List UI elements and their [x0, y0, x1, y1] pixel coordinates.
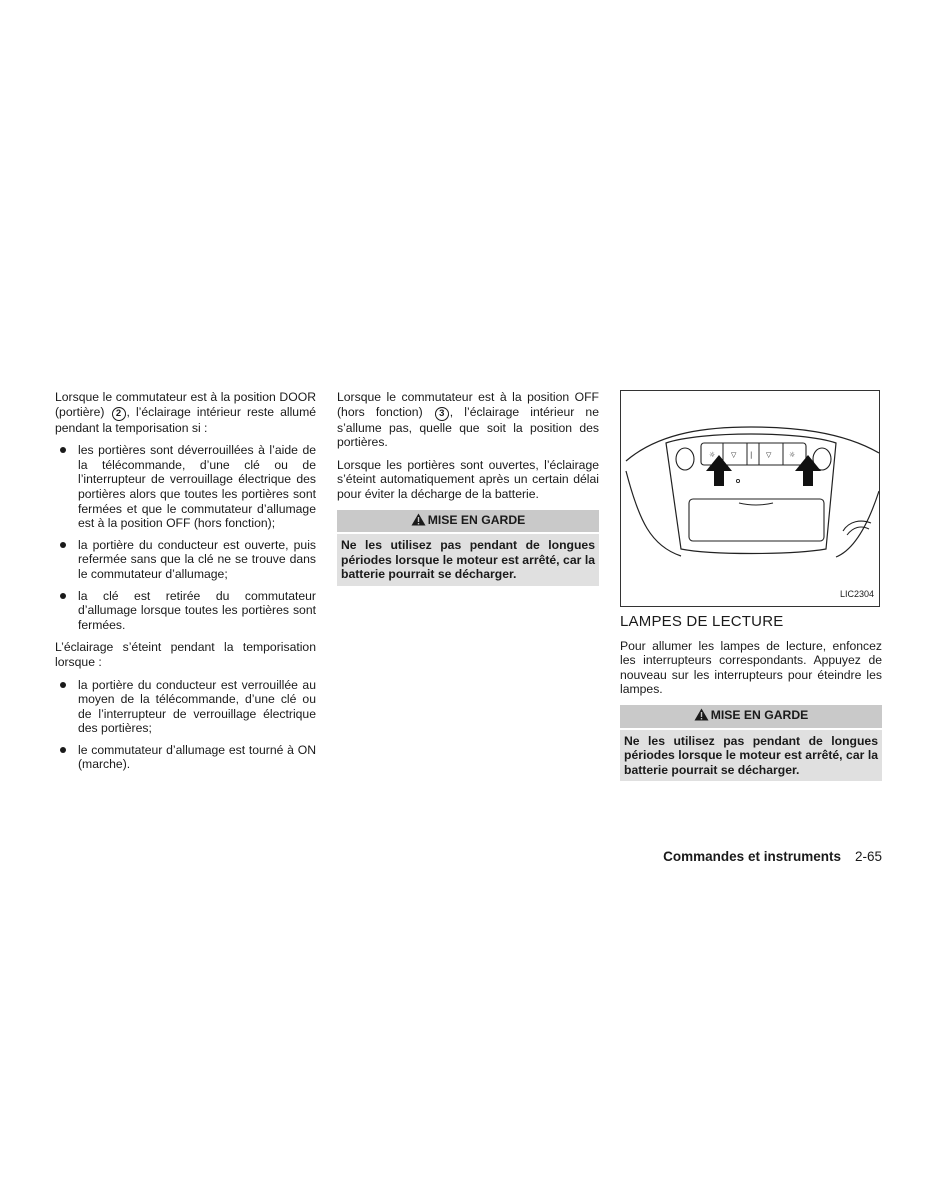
page-footer	[663, 849, 882, 864]
column-middle	[337, 390, 599, 586]
paragraph-door-position	[55, 390, 316, 435]
reading-lamp-illustration	[620, 390, 880, 607]
paragraph-off-position	[337, 390, 599, 450]
list-item-text: les portières sont déverrouillées à l’aide de la télécommande, d’une clé ou de l’interrupteur de verrouillage électrique des portières alors que toutes les portières sont fermées et que le commutateur d’allumage est à la position OFF (hors fonction);	[78, 443, 316, 531]
warning-triangle-icon	[694, 708, 709, 725]
overhead-console-drawing	[621, 391, 879, 606]
list-item	[55, 443, 316, 531]
warning-header	[620, 705, 882, 728]
figure-code: LIC2304	[839, 589, 874, 600]
svg-text:▽: ▽	[731, 451, 737, 459]
list-item-text: le commutateur d’allumage est tourné à ON (marche).	[78, 742, 316, 772]
svg-text:▽: ▽	[766, 451, 772, 459]
bullet-icon	[60, 447, 66, 453]
list-item	[55, 538, 316, 582]
section-title: LAMPES DE LECTURE	[620, 613, 784, 630]
paragraph-turns-off: L’éclairage s’éteint pendant la temporisation lorsque :	[55, 640, 316, 669]
list-item-text: la clé est retirée du commutateur d’allumage lorsque toutes les portières sont fermées.	[78, 588, 316, 632]
bullet-icon	[60, 542, 66, 548]
warning-triangle-icon	[411, 513, 426, 530]
list-item-text: la portière du conducteur est ouverte, puis refermée sans que la clé ne se trouve dans le commutateur d’allumage;	[78, 537, 316, 581]
circled-number-2: 2	[112, 407, 126, 421]
column-left	[55, 390, 316, 780]
circled-number-3: 3	[435, 407, 449, 421]
svg-text:☼: ☼	[709, 451, 716, 459]
footer-section-name: Commandes et instruments	[663, 849, 841, 864]
bullet-list-turns-off	[55, 678, 316, 773]
list-item-text: la portière du conducteur est verrouillée au moyen de la télécommande, d’une clé ou de l’interrupteur de verrouillage électrique des portières;	[78, 677, 316, 736]
paragraph-reading-lamps: Pour allumer les lampes de lecture, enfoncez les interrupteurs correspondants. Appuyez de nouveau sur les interrupteurs pour éteindre les lampes.	[620, 638, 882, 697]
list-item	[55, 743, 316, 772]
paragraph-auto-off: Lorsque les portières sont ouvertes, l’éclairage s’éteint automatiquement après un certain délai pour éviter la décharge de la batterie.	[337, 457, 599, 501]
paragraph-text: Lorsque le commutateur est à la position OFF (hors fonction)	[337, 390, 599, 419]
list-item	[55, 589, 316, 633]
bullet-icon	[60, 593, 66, 599]
paragraph-text: Lorsque le commutateur est à la position DOOR (portière)	[55, 390, 316, 419]
warning-text: Ne les utilisez pas pendant de longues périodes lorsque le moteur est arrêté, car la batterie pourrait se décharger.	[620, 730, 882, 782]
bullet-icon	[60, 747, 66, 753]
column-right	[620, 390, 882, 781]
warning-title: MISE EN GARDE	[710, 707, 809, 722]
warning-title: MISE EN GARDE	[427, 512, 526, 527]
paragraph-text: , l’éclairage intérieur ne s’allume pas, quelle que soit la position des portières.	[337, 404, 599, 450]
paragraph-text: , l’éclairage intérieur reste allumé pendant la temporisation si :	[55, 404, 316, 435]
list-item	[55, 678, 316, 736]
bullet-icon	[60, 682, 66, 688]
warning-box	[337, 510, 599, 586]
svg-text:☼: ☼	[789, 451, 796, 459]
bullet-list-stays-on	[55, 443, 316, 632]
warning-header	[337, 510, 599, 533]
warning-box	[620, 705, 882, 781]
svg-text:|: |	[750, 451, 753, 459]
warning-text: Ne les utilisez pas pendant de longues périodes lorsque le moteur est arrêté, car la batterie pourrait se décharger.	[337, 534, 599, 586]
page-number: 2-65	[854, 849, 882, 864]
